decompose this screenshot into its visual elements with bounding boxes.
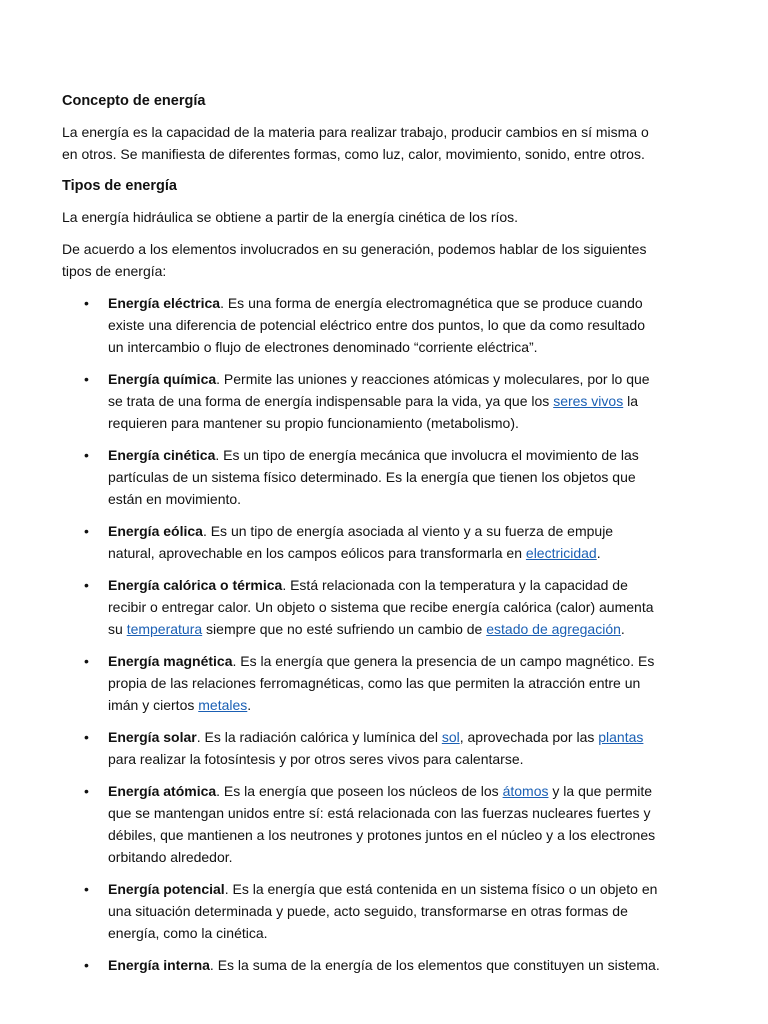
item-text: . Permite las uniones y reacciones atómicas y moleculares, por lo que se trata de una forma de energía indispensable para la vida, ya que los <box>108 371 650 409</box>
term-label: Energía eléctrica <box>108 295 221 311</box>
item-text: la requieren para mantener su propio funcionamiento (metabolismo). <box>108 393 639 431</box>
list-item-electrica <box>62 292 662 358</box>
item-text: y la que permite que se mantengan unidos entre sí: está relacionada con las fuerzas nucleares fuertes y débiles, que mantienen a los neutrones y protones juntos en el núcleo y a los electrones orbitando alrededor. <box>108 783 656 865</box>
term-label: Energía cinética <box>108 447 216 463</box>
link-metales[interactable]: metales <box>198 697 248 713</box>
bullet-icon: • <box>84 295 89 311</box>
list-item-eolica <box>62 520 662 564</box>
link-electricidad[interactable]: electricidad <box>525 545 597 561</box>
item-text: . Es la energía que poseen los núcleos de los <box>216 783 503 799</box>
item-text: . Es un tipo de energía asociada al viento y a su fuerza de empuje natural, aprovechable en los campos eólicos para transformarla en <box>108 523 614 561</box>
bullet-icon: • <box>84 783 89 799</box>
intro-paragraph: De acuerdo a los elementos involucrados en su generación, podemos hablar de los siguientes tipos de energía: <box>62 241 647 279</box>
bullet-icon: • <box>84 371 89 387</box>
link-seres-vivos[interactable]: seres vivos <box>553 393 624 409</box>
item-text: . Es la energía que genera la presencia de un campo magnético. Es propia de las relaciones ferromagnéticas, como las que permiten la atracción entre un imán y ciertos <box>108 653 655 713</box>
item-text: . Es un tipo de energía mecánica que involucra el movimiento de las partículas de un sistema físico determinado. Es la energía que tienen los objetos que están en movimiento. <box>108 447 639 507</box>
list-item-magnetica <box>62 650 662 716</box>
term-label: Energía interna <box>108 957 210 973</box>
item-text: . Es la suma de la energía de los elementos que constituyen un sistema. <box>209 957 660 973</box>
item-text: , aprovechada por las <box>459 729 599 745</box>
bullet-icon: • <box>84 447 89 463</box>
term-label: Energía atómica <box>108 783 217 799</box>
energy-types-list <box>62 292 662 976</box>
term-label: Energía química <box>108 371 217 387</box>
list-item-potencial <box>62 878 662 944</box>
section-heading-concepto: Concepto de energía <box>62 93 206 109</box>
term-label: Energía solar <box>108 729 197 745</box>
item-text: . Es la radiación calórica y lumínica del <box>196 729 442 745</box>
link-plantas[interactable]: plantas <box>598 729 644 745</box>
list-item-calorica <box>62 574 662 640</box>
link-sol[interactable]: sol <box>441 729 460 745</box>
bullet-icon: • <box>84 729 89 745</box>
link-atomos[interactable]: átomos <box>502 783 549 799</box>
list-item-quimica <box>62 368 662 434</box>
item-text: . Es la energía que está contenida en un sistema físico o un objeto en una situación determinada y puede, acto seguido, transformarse en otras formas de energía, como la cinética. <box>108 881 658 941</box>
term-label: Energía calórica o térmica <box>108 577 283 593</box>
list-item-interna <box>62 954 662 976</box>
item-text: . Es una forma de energía electromagnética que se produce cuando existe una diferencia de potencial eléctrico entre dos puntos, lo que da como resultado un intercambio o flujo de electrones denominado “corriente eléctrica”. <box>108 295 646 355</box>
bullet-icon: • <box>84 523 89 539</box>
term-label: Energía eólica <box>108 523 203 539</box>
bullet-icon: • <box>84 957 89 973</box>
item-text: . <box>620 621 625 637</box>
list-item-atomica <box>62 780 662 868</box>
link-estado-de-agregacion[interactable]: estado de agregación <box>486 621 621 637</box>
bullet-icon: • <box>84 577 89 593</box>
section-heading-tipos: Tipos de energía <box>62 178 177 194</box>
item-text: . <box>247 697 252 713</box>
concepto-paragraph: La energía es la capacidad de la materia para realizar trabajo, producir cambios en sí misma o en otros. Se manifiesta de diferentes formas, como luz, calor, movimiento, sonido, entre otros. <box>62 124 649 162</box>
hidraulica-paragraph: La energía hidráulica se obtiene a partir de la energía cinética de los ríos. <box>62 209 519 225</box>
list-item-solar <box>62 726 662 770</box>
term-label: Energía potencial <box>108 881 225 897</box>
item-text: . <box>596 545 601 561</box>
item-text: para realizar la fotosíntesis y por otros seres vivos para calentarse. <box>108 751 524 767</box>
term-label: Energía magnética <box>108 653 233 669</box>
list-item-cinetica <box>62 444 662 510</box>
link-temperatura[interactable]: temperatura <box>126 621 203 637</box>
item-text: . Está relacionada con la temperatura y la capacidad de recibir o entregar calor. Un objeto o sistema que recibe energía calórica (calor) aumenta su <box>108 577 654 637</box>
bullet-icon: • <box>84 653 89 669</box>
bullet-icon: • <box>84 881 89 897</box>
document-page <box>62 90 662 986</box>
item-text: siempre que no esté sufriendo un cambio de <box>202 621 487 637</box>
